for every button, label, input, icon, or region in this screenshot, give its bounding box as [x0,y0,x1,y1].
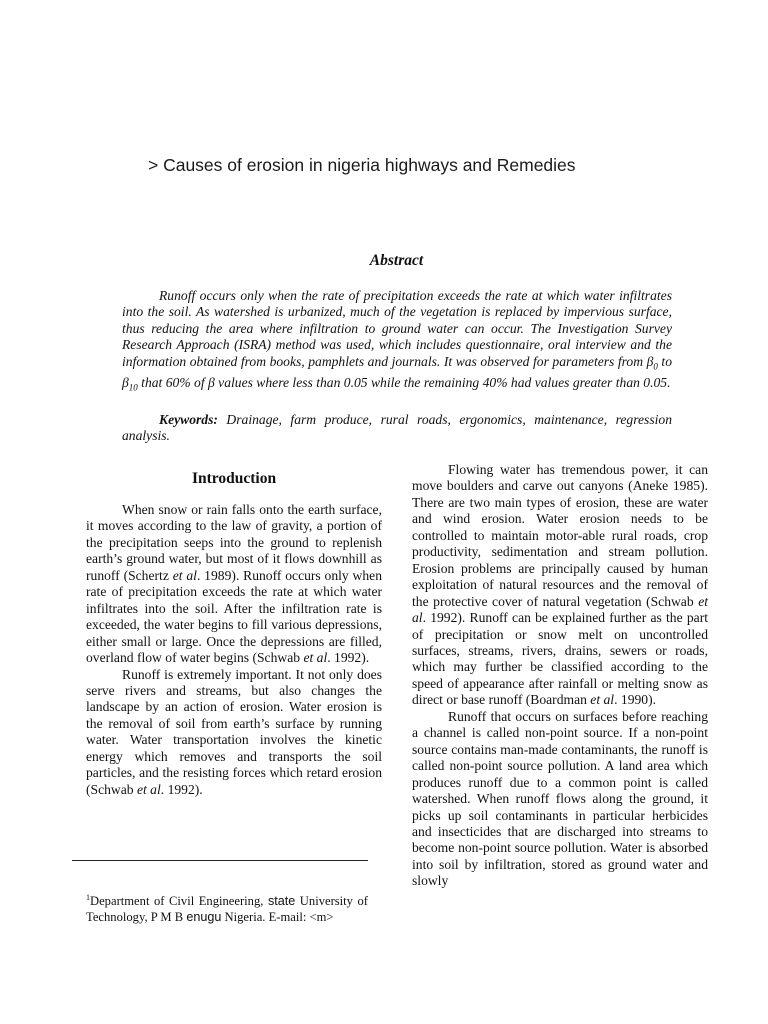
p1-etal-2: et al [303,650,328,666]
abstract-text-part3: that 60% of β values where less than 0.05 while the remaining 40% had values greater than 0.05. [137,374,671,390]
introduction-heading: Introduction [191,470,277,487]
document-title: > Causes of erosion in nigeria highways and Remedies [148,155,576,175]
intro-paragraph-2 [86,667,382,799]
intro-paragraph-1 [86,502,382,667]
p3-text-c: . 1990). [614,692,657,708]
keywords-list: Drainage, farm produce, rural roads, ergonomics, maintenance, regression analysis. [122,412,672,444]
p3-text-b: . 1992). Runoff can be explained further as the part of precipitation or snow melt on uncontrolled surfaces, streams, rivers, drains, sewers or roads, which may further be classified according to the speed of appearance after rainfall or melting snow as direct or base runoff (Boardman [412,610,708,708]
p2-etal: et al [136,781,161,797]
left-column [86,502,382,798]
beta-end-subscript: 10 [128,382,138,393]
footnote-text-b: University of Technology, P M B [86,894,368,924]
p1-text-c: . 1992). [327,650,370,666]
footnote-text-a: Department of Civil Engineering, [90,894,268,909]
footnote-enugu: enugu [186,909,222,924]
p3-etal: et al [412,593,708,626]
p1-etal: et al [172,567,197,583]
footnote-marker: 1 [86,893,90,902]
p3-text-a: Flowing water has tremendous power, it can move boulders and carve out canyons (Aneke 1985). There are two main types of erosion, these are water and wind erosion. Water erosion needs to be controlled to maintain motor-able rural roads, crop productivity, sedimentation and stream pollution. Erosion problems are principally caused by human exploitation of natural resources and the removal of the protective cover of natural vegetation (Schwab [412,462,708,609]
p1-text-b: . 1989). Runoff occurs only when rate of precipitation exceeds the rate at which water infiltrates into the soil. After the infiltration rate is exceeded, the water begins to fill various depressions, either small or large. Once the depressions are filled, overland flow of water begins (Schwab [86,567,383,666]
p1-text-a: When snow or rain falls onto the earth surface, it moves according to the law of gravity, a portion of the precipitation seeps into the ground to replenish earth’s ground water, but most of it flows downhill as runoff (Schertz [86,502,382,583]
footnote-state: state [267,894,296,909]
abstract-text-part2: to β [122,353,672,390]
footnote-text-c: Nigeria. E-mail: <m> [221,909,334,924]
abstract-heading: Abstract [369,252,424,269]
p3-etal-2: et al [590,692,615,708]
beta-start-subscript: 0 [653,361,658,372]
intro-paragraph-4: Runoff that occurs on surfaces before reaching a channel is called non-point source. If a non-point source contains man-made contaminants, the runoff is called non-point source pollution. A land area which produces runoff due to a common point is called watershed. When runoff flows along the ground, it picks up soil contaminants in particular herbicides and insecticides that are discharged into streams to become non-point source pollution. Water is absorbed into soil by infiltration, stored as ground water and slowly [412,708,708,889]
p2-text-a: Runoff is extremely important. It not only does serve rivers and streams, but also changes the landscape by an action of erosion. Water erosion is the removal of soil from earth’s surface by running water. Water transportation involves the kinetic energy which removes and transports the soil particles, and the resisting forces which retard erosion (Schwab [86,666,382,797]
right-column [412,462,708,890]
footnote-divider [72,860,368,861]
abstract-text-part1: Runoff occurs only when the rate of precipitation exceeds the rate at which water infiltrates into the soil. As watershed is urbanized, much of the vegetation is replaced by impervious surface, thus reducing the area where infiltration to ground water can occur. The Investigation Survey Research Approach (ISRA) method was used, which includes questionnaire, oral interview and the information obtained from books, pamphlets and journals. It was observed for parameters from β [122,288,672,369]
abstract-body [122,288,672,396]
p2-text-b: . 1992). [160,781,203,797]
keywords-paragraph [122,412,672,445]
keywords-label: Keywords: [159,412,218,427]
affiliation-footnote [86,890,368,926]
intro-paragraph-3 [412,462,708,709]
